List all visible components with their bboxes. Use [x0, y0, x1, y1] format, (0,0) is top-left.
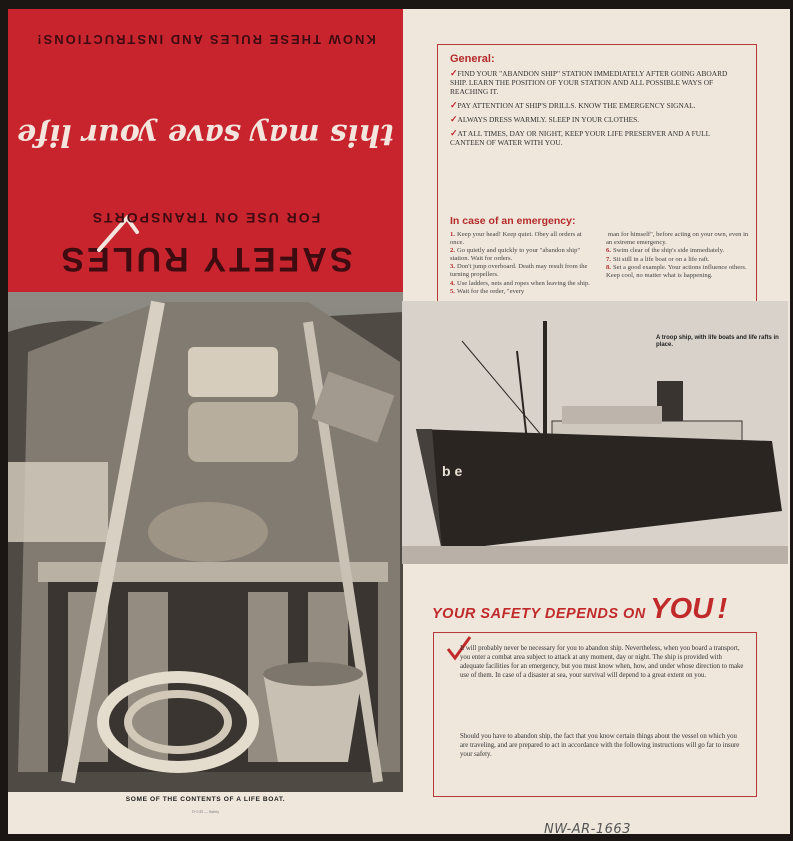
leaflet-sheet: [8, 9, 790, 834]
checkmark-icon: ✓: [450, 68, 458, 78]
list-item: 1. Keep your head! Keep quiet. Obey all orders at once.: [450, 231, 582, 246]
list-item: 5. Wait for the order, "every: [450, 288, 525, 296]
banner-know-line: KNOW THESE RULES AND INSTRUCTIONS!: [35, 32, 376, 47]
list-item: 8. Set a good example. Your actions influence others. Keep cool, no matter what is happening.: [606, 264, 747, 279]
list-item: 2. Go quietly and quickly to your "abandon ship" station. Wait for orders.: [450, 247, 581, 262]
list-item: 4. Use ladders, nets and ropes when leaving the ship.: [450, 279, 590, 287]
safety-heading: [432, 593, 727, 626]
banner-script-line: this may save your life: [16, 117, 395, 152]
red-banner: [8, 9, 403, 292]
list-item: ✓PAY ATTENTION AT SHIP'S DRILLS. KNOW THE EMERGENCY SIGNAL.: [450, 100, 696, 110]
list-item: 7. Sit still in a life boat or on a life raft.: [606, 255, 710, 263]
safety-heading-you: YOU: [650, 593, 714, 625]
safety-heading-lead: YOUR SAFETY DEPENDS ON: [432, 606, 646, 622]
troop-ship-caption: A troop ship, with life boats and life rafts in place.: [656, 335, 779, 348]
safety-paragraph-2: Should you have to abandon ship, the fact that you know certain things about the vessel on which you are traveling, and are prepared to act in accordance with the following instructions will go far to insure your safety.: [460, 733, 740, 758]
checkmark-icon: ✓: [450, 128, 458, 138]
archive-handwritten-id: NW-AR-1663: [544, 822, 631, 834]
checkmark-icon: ✓: [450, 100, 458, 110]
emergency-list-right: [606, 231, 750, 297]
print-code: O-1/43 — Safety: [191, 809, 220, 814]
list-item: ✓AT ALL TIMES, DAY OR NIGHT, KEEP YOUR LIFE PRESERVER AND A FULL CANTEEN OF WATER WITH YOU.: [450, 128, 710, 147]
banner-subtitle: FOR USE ON TRANSPORTS: [90, 210, 321, 226]
list-item: 6. Swim clear of the ship's side immediately.: [606, 247, 725, 255]
banner-title: SAFETY RULES: [58, 240, 353, 278]
list-item: ✓FIND YOUR "ABANDON SHIP" STATION IMMEDIATELY AFTER GOING ABOARD SHIP. LEARN THE POSITION OF YOUR STATION AND ALL POSSIBLE WAYS OF REACHING IT.: [450, 68, 728, 96]
list-item: man for himself", before acting on your own, even in an extreme emergency.: [606, 231, 749, 246]
emergency-columns: [450, 231, 750, 297]
checkmark-icon: ✓: [450, 114, 458, 124]
banner-rotated: [8, 9, 403, 292]
list-item: 3. Don't jump overboard. Death may result from the turning propellers.: [450, 263, 588, 278]
general-list: [450, 69, 746, 152]
lifeboat-caption: SOME OF THE CONTENTS OF A LIFE BOAT.: [125, 796, 286, 803]
list-item: ✓ALWAYS DRESS WARMLY. SLEEP IN YOUR CLOTHES.: [450, 114, 640, 124]
svg-text:b e: b e: [442, 463, 463, 479]
safety-text-box: [433, 632, 757, 797]
lifeboat-illustration: [8, 292, 403, 792]
emergency-list-left: [450, 231, 594, 297]
lifeboat-photo: [8, 292, 403, 792]
general-heading: General:: [450, 53, 495, 65]
safety-heading-bang: !: [717, 593, 728, 625]
general-rules-box: [437, 44, 757, 321]
emergency-heading: In case of an emergency:: [450, 215, 576, 227]
safety-paragraph-1: It will probably never be necessary for you to abandon ship. Nevertheless, when you board a transport, you enter a combat area subject to attack at any moment, day or night. The ship is provided with adequate facilities for an emergency, but you must know when, how, and under whose direction to make use of them. In case of a disaster at sea, your survival will depend to a great extent on you.: [460, 645, 744, 679]
